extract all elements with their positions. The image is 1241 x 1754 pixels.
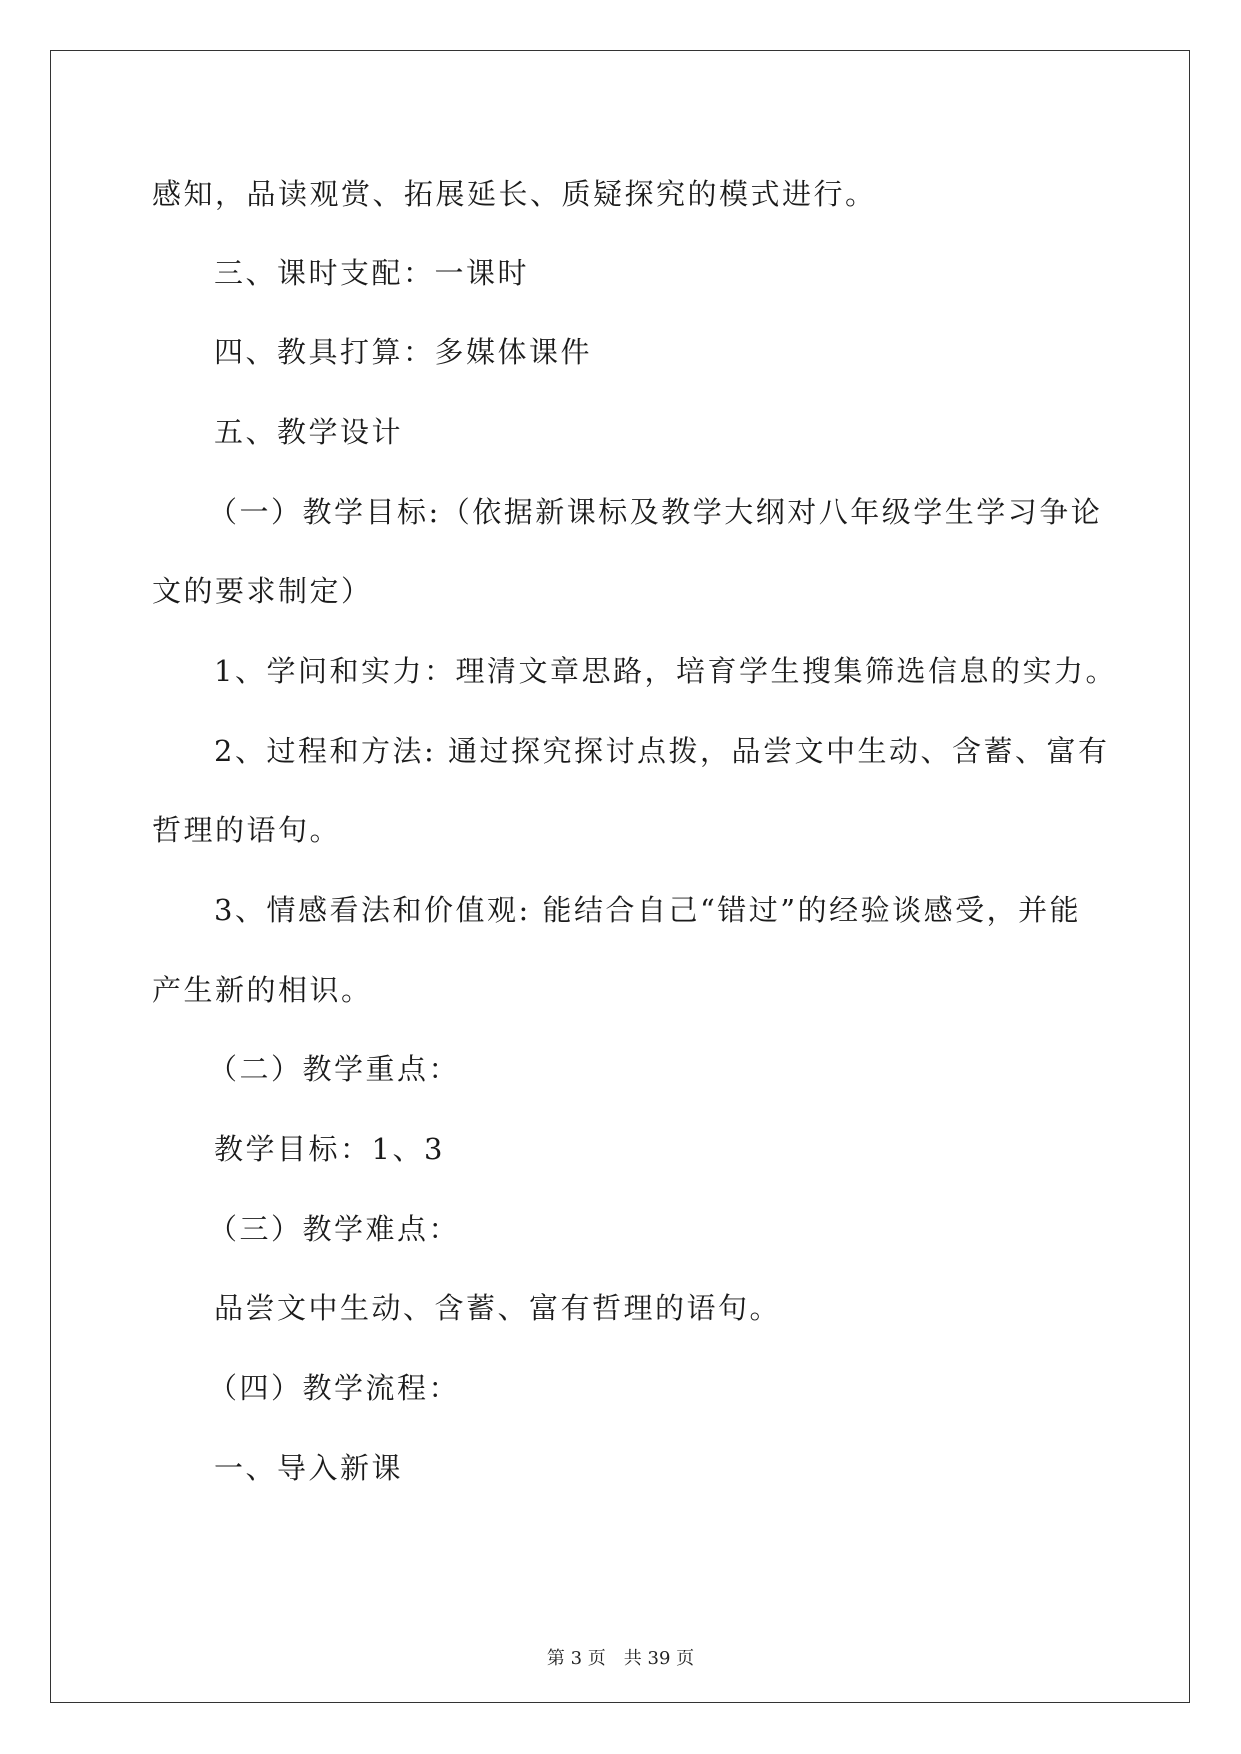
subsection-heading: （三）教学难点： <box>208 1212 461 1246</box>
subsection-heading: （一）教学目标:（依据新课标及教学大纲对八年级学生学习争论 <box>208 495 1103 529</box>
paragraph-line: 哲理的语句。 <box>152 813 342 847</box>
section-heading: 四、教具打算：多媒体课件 <box>214 335 593 369</box>
section-heading: 五、教学设计 <box>214 415 404 449</box>
list-item: 2、过程和方法: 通过探究探讨点拨，品尝文中生动、含蓄、富有 <box>214 734 1110 768</box>
paragraph-line: 感知，品读观赏、拓展延长、质疑探究的模式进行。 <box>152 177 877 211</box>
paragraph-line: 产生新的相识。 <box>152 973 373 1007</box>
section-heading: 一、导入新课 <box>214 1451 404 1485</box>
list-item: 3、情感看法和价值观: 能结合自己“错过”的经验谈感受，并能 <box>214 893 1082 927</box>
subsection-heading: （四）教学流程： <box>208 1371 461 1405</box>
section-heading: 三、课时支配：一课时 <box>214 256 530 290</box>
page-footer <box>0 1648 1241 1670</box>
list-item: 1、学问和实力：理清文章思路，培育学生搜集筛选信息的实力。 <box>214 654 1117 688</box>
paragraph-line: 教学目标：1、3 <box>214 1132 445 1166</box>
page-number: 第 3 页 <box>546 1648 606 1669</box>
paragraph-line: 品尝文中生动、含蓄、富有哲理的语句。 <box>214 1291 782 1325</box>
subsection-heading: （二）教学重点： <box>208 1052 461 1086</box>
page-total: 共 39 页 <box>623 1648 695 1669</box>
paragraph-line: 文的要求制定） <box>152 574 373 608</box>
